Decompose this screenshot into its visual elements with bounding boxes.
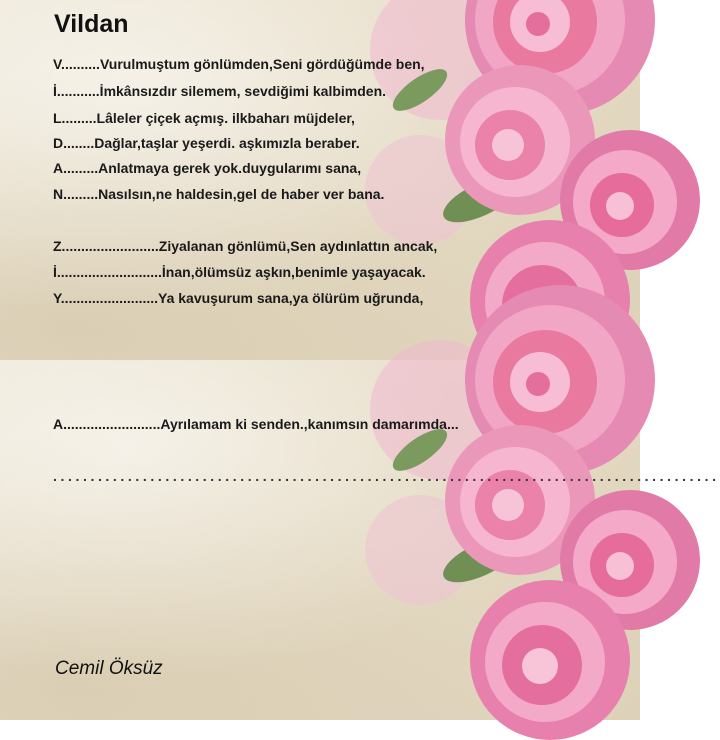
poem-line: İ...........İmkânsızdır silemem, sevdiğimi kalbimden.	[53, 83, 387, 99]
bottom-panel	[0, 360, 720, 720]
rose-bouquet-decoration	[360, 340, 700, 740]
poem-line: Y.........................Ya kavuşurum sana,ya ölürüm uğrunda,	[53, 290, 424, 306]
poem-ellipsis: .........................................................................................	[53, 468, 720, 484]
author-signature: Cemil Öksüz	[55, 658, 163, 679]
poem-line: Z.........................Ziyalanan gönlümü,Sen aydınlattın ancak,	[53, 238, 438, 254]
poem-line: A.........Anlatmaya gerek yok.duygularımı sana,	[53, 160, 362, 176]
poem-line: D........Dağlar,taşlar yeşerdi. aşkımızla beraber.	[53, 135, 360, 151]
poem-line: A.........................Ayrılamam ki senden.,kanımsın damarımda...	[53, 416, 459, 432]
poem-title: Vildan	[54, 10, 129, 38]
poem-line: L.........Lâleler çiçek açmış. ilkbaharı müjdeler,	[53, 110, 355, 126]
poem-line: V..........Vurulmuştum gönlümden,Seni gördüğümde ben,	[53, 56, 425, 72]
poem-line: N.........Nasılsın,ne haldesin,gel de haber ver bana.	[53, 186, 385, 202]
poem-line: İ...........................İnan,ölümsüz aşkın,benimle yaşayacak.	[53, 264, 426, 280]
